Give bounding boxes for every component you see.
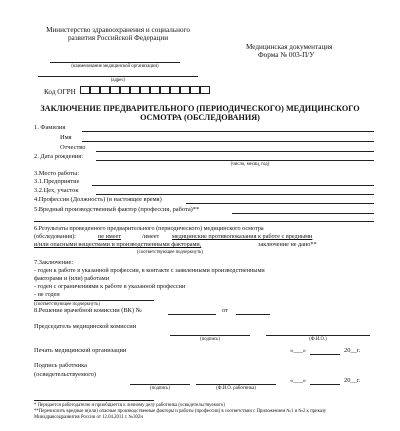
chairman-label: Председатель медицинской комиссии [34, 323, 137, 330]
conclusion-fit-line-2[interactable]: факторами и (или) работами [34, 275, 109, 282]
profession-label: 4.Профессия (Должность) (в настоящее время) [34, 196, 162, 203]
hazard-field-2[interactable] [34, 221, 374, 222]
ogrn-label: Код ОГРН [44, 88, 76, 96]
commission-date-from: от [222, 307, 228, 314]
results-line-2-a: (обследования): [34, 233, 76, 240]
results-caption: (соответствующее подчеркнуть) [137, 250, 203, 255]
commission-decision-label: 8.Решение врачебной комиссии (ВК) № [34, 307, 142, 314]
commission-date-field[interactable] [236, 314, 270, 315]
footnote-3: Минздравсоцразвития России от 12.04.2011 г. №302н [34, 415, 143, 420]
name-field[interactable] [82, 141, 374, 142]
results-not-have[interactable]: не имеет [98, 233, 122, 240]
results-no-conclusion[interactable]: заключение не дано** [258, 241, 317, 248]
address-line[interactable] [38, 76, 198, 77]
ministry-line-2: развития Российской Федерации [67, 34, 169, 42]
surname-label: 1. Фамилия [34, 124, 66, 131]
conclusion-fit-restricted[interactable]: - годен с ограничениями к работе в указанной профессии [34, 283, 186, 290]
shop-label: 3.2.Цех, участок [34, 187, 79, 194]
worker-sign-label-2: (освидетельствуемого) [34, 371, 96, 378]
patronymic-field[interactable] [96, 151, 374, 152]
org-name-line[interactable] [50, 62, 180, 63]
worker-date-month-field[interactable] [310, 384, 340, 385]
conclusion-fit-line-1[interactable]: - годен к работе в указанной профессии, в контакте с заявленными производственными [34, 267, 265, 274]
worker-sign-field[interactable] [130, 384, 190, 385]
chairman-sign-field[interactable] [170, 335, 250, 336]
worker-fio-field[interactable] [196, 384, 276, 385]
footnote-1: * Передается работодателю и приобщается к личному делу работника (освидетельствуемого) [34, 403, 225, 408]
worker-fio-caption: (Ф.И.О. работника) [216, 386, 256, 391]
enterprise-label: 3.1.Предприятие [34, 178, 80, 185]
worker-date-day[interactable]: «___» [290, 377, 306, 384]
seal-date-month-field[interactable] [310, 354, 340, 355]
enterprise-field[interactable] [92, 185, 374, 186]
hazard-label: 5.Вредный производственный фактор (профессия, работа)** [34, 206, 200, 213]
conclusion-caption: (соответствующее подчеркнуть) [34, 302, 100, 307]
name-label: Имя [60, 134, 72, 141]
results-line-3: и/или опасными веществами и производственными факторами, [34, 241, 202, 248]
seal-date-day[interactable]: «___» [290, 347, 306, 354]
hazard-field-1[interactable] [232, 213, 374, 214]
patronymic-label: Отчество [60, 144, 86, 151]
workplace-label: 3.Место работы: [34, 170, 79, 177]
chairman-sign-caption: (подпись) [200, 337, 220, 342]
conclusion-unfit[interactable]: - не годен [34, 291, 60, 298]
seal-label: Печать медицинской организации [34, 347, 127, 354]
worker-sign-label-1: Подпись работника [34, 362, 87, 369]
worker-date-year[interactable]: 20__г. [344, 377, 361, 384]
conclusion-heading: 7.Заключение: [34, 259, 74, 266]
profession-field[interactable] [186, 203, 374, 204]
birth-date-caption: (число, месяц, год) [230, 162, 270, 167]
results-line-1: 6.Результаты проведенного предварительного (периодического) медицинского осмотра [34, 225, 264, 232]
footnote-2: **Перечислить вредные и(или) опасные производственные факторы и работы (профессии) в соответствии с Приложением №1 и №2 к приказу [34, 409, 327, 414]
chairman-fio-caption: (Ф.И.О.) [309, 337, 327, 342]
surname-field[interactable] [82, 131, 374, 132]
shop-field[interactable] [96, 194, 374, 195]
chairman-fio-field[interactable] [266, 335, 370, 336]
seal-date-year[interactable]: 20__г. [344, 347, 361, 354]
footnote-divider [34, 400, 154, 401]
results-line-2-c: медицинские противопоказания к работе с вредными [172, 233, 313, 240]
birth-date-field[interactable] [96, 160, 374, 161]
form-title-line-2: ОСМОТРА (ОБСЛЕДОВАНИЯ) [140, 113, 260, 122]
worker-sign-caption: (подпись) [150, 386, 170, 391]
conclusion-line[interactable] [34, 300, 154, 301]
birth-date-label: 2. Дата рождения: [34, 153, 84, 160]
form-title-line-1: ЗАКЛЮЧЕНИЕ ПРЕДВАРИТЕЛЬНОГО (ПЕРИОДИЧЕСКОГО) МЕДИЦИНСКОГО [40, 104, 360, 113]
ministry-line-1: Министерство здравоохранения и социального [46, 26, 190, 34]
org-name-caption: (наименование медицинской организации) [71, 64, 159, 69]
doc-type-label: Медицинская документация [246, 43, 333, 51]
results-have[interactable]: /имеет [142, 233, 160, 240]
form-number: Форма № 003-П/У [258, 51, 315, 59]
address-caption: (адрес) [110, 78, 126, 83]
commission-number-field[interactable] [168, 314, 216, 315]
